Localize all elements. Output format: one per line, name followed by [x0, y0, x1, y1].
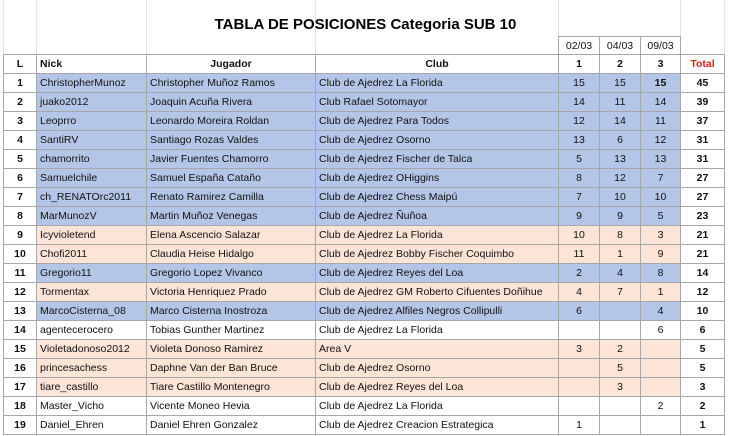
blank-cell [4, 37, 37, 55]
cell-position[interactable]: 17 [4, 378, 37, 397]
dates-row [4, 37, 725, 55]
cell-position[interactable]: 6 [4, 169, 37, 188]
header-jugador[interactable]: Jugador [147, 55, 316, 74]
cell-round-3[interactable]: 4 [641, 302, 681, 321]
table-row [4, 188, 725, 207]
table-row [4, 264, 725, 283]
standings-table [3, 36, 725, 435]
cell-position[interactable]: 3 [4, 112, 37, 131]
cell-round-2[interactable]: 5 [600, 359, 641, 378]
cell-position[interactable]: 1 [4, 74, 37, 93]
cell-round-1[interactable]: 15 [559, 74, 600, 93]
cell-round-1[interactable]: 14 [559, 93, 600, 112]
cell-round-1[interactable]: 7 [559, 188, 600, 207]
cell-club[interactable]: Club de Ajedrez Alfiles Negros Collipulli [316, 302, 559, 321]
cell-round-2[interactable]: 15 [600, 74, 641, 93]
cell-jugador[interactable]: Violeta Donoso Ramirez [147, 340, 316, 359]
cell-total[interactable]: 21 [681, 245, 725, 264]
cell-position[interactable]: 13 [4, 302, 37, 321]
cell-club[interactable]: Club de Ajedrez Bobby Fischer Coquimbo [316, 245, 559, 264]
cell-nick[interactable]: Tormentax [37, 283, 147, 302]
cell-round-3[interactable]: 11 [641, 112, 681, 131]
cell-round-1[interactable]: 6 [559, 302, 600, 321]
date-round-3[interactable]: 09/03 [641, 37, 681, 55]
cell-jugador[interactable]: Renato Ramirez Camilla [147, 188, 316, 207]
table-row [4, 245, 725, 264]
cell-round-2[interactable]: 10 [600, 188, 641, 207]
cell-nick[interactable]: ch_RENATOrc2011 [37, 188, 147, 207]
cell-round-3[interactable]: 15 [641, 74, 681, 93]
cell-position[interactable]: 2 [4, 93, 37, 112]
cell-round-1[interactable]: 8 [559, 169, 600, 188]
cell-round-1[interactable]: 4 [559, 283, 600, 302]
cell-position[interactable]: 4 [4, 131, 37, 150]
header-round-1[interactable]: 1 [559, 55, 600, 74]
cell-round-2[interactable]: 2 [600, 340, 641, 359]
cell-round-1[interactable]: 10 [559, 226, 600, 245]
cell-nick[interactable]: agentecerocero [37, 321, 147, 340]
table-row [4, 74, 725, 93]
cell-club[interactable]: Club de Ajedrez Fischer de Talca [316, 150, 559, 169]
cell-position[interactable]: 12 [4, 283, 37, 302]
table-row [4, 340, 725, 359]
cell-round-3[interactable]: 10 [641, 188, 681, 207]
cell-total[interactable]: 12 [681, 283, 725, 302]
cell-round-3[interactable] [641, 340, 681, 359]
cell-nick[interactable]: Daniel_Ehren [37, 416, 147, 435]
cell-jugador[interactable]: Santiago Rozas Valdes [147, 131, 316, 150]
cell-club[interactable]: Club de Ajedrez Ñuñoa [316, 207, 559, 226]
cell-round-2[interactable]: 14 [600, 112, 641, 131]
cell-jugador[interactable]: Martin Muñoz Venegas [147, 207, 316, 226]
cell-round-2[interactable]: 1 [600, 245, 641, 264]
cell-round-3[interactable] [641, 378, 681, 397]
cell-total[interactable]: 6 [681, 321, 725, 340]
cell-nick[interactable]: princesachess [37, 359, 147, 378]
cell-round-1[interactable]: 11 [559, 245, 600, 264]
cell-round-1[interactable] [559, 378, 600, 397]
cell-round-1[interactable] [559, 397, 600, 416]
cell-round-2[interactable]: 7 [600, 283, 641, 302]
cell-round-1[interactable]: 1 [559, 416, 600, 435]
cell-round-3[interactable]: 6 [641, 321, 681, 340]
cell-total[interactable]: 27 [681, 169, 725, 188]
cell-club[interactable]: Club de Ajedrez GM Roberto Cifuentes Doñihue [316, 283, 559, 302]
cell-nick[interactable]: Master_Vicho [37, 397, 147, 416]
cell-round-3[interactable]: 1 [641, 283, 681, 302]
cell-round-2[interactable] [600, 321, 641, 340]
table-row [4, 321, 725, 340]
cell-round-3[interactable]: 9 [641, 245, 681, 264]
table-row [4, 93, 725, 112]
table-title: TABLA DE POSICIONES Categoria SUB 10 [214, 16, 517, 33]
cell-nick[interactable]: Samuelchile [37, 169, 147, 188]
cell-round-2[interactable]: 9 [600, 207, 641, 226]
cell-club[interactable]: Club de Ajedrez OHiggins [316, 169, 559, 188]
cell-total[interactable]: 23 [681, 207, 725, 226]
cell-jugador[interactable]: Leonardo Moreira Roldan [147, 112, 316, 131]
cell-round-3[interactable]: 5 [641, 207, 681, 226]
cell-nick[interactable]: MarcoCisterna_08 [37, 302, 147, 321]
cell-total[interactable]: 31 [681, 150, 725, 169]
cell-position[interactable]: 19 [4, 416, 37, 435]
cell-total[interactable]: 2 [681, 397, 725, 416]
header-club[interactable]: Club [316, 55, 559, 74]
cell-round-3[interactable]: 3 [641, 226, 681, 245]
cell-position[interactable]: 11 [4, 264, 37, 283]
cell-jugador[interactable]: Daphne Van der Ban Bruce [147, 359, 316, 378]
table-row [4, 302, 725, 321]
cell-round-1[interactable]: 13 [559, 131, 600, 150]
cell-round-2[interactable] [600, 416, 641, 435]
cell-round-1[interactable] [559, 321, 600, 340]
cell-club[interactable]: Club Rafael Sotomayor [316, 93, 559, 112]
header-row [4, 55, 725, 74]
cell-round-1[interactable] [559, 359, 600, 378]
cell-jugador[interactable]: Tiare Castillo Montenegro [147, 378, 316, 397]
cell-total[interactable]: 5 [681, 359, 725, 378]
cell-round-2[interactable]: 3 [600, 378, 641, 397]
cell-round-2[interactable]: 12 [600, 169, 641, 188]
cell-nick[interactable]: Chofi2011 [37, 245, 147, 264]
cell-round-2[interactable]: 6 [600, 131, 641, 150]
header-round-3[interactable]: 3 [641, 55, 681, 74]
table-row [4, 359, 725, 378]
cell-jugador[interactable]: Vicente Moneo Hevia [147, 397, 316, 416]
cell-nick[interactable]: ChristopherMunoz [37, 74, 147, 93]
cell-total[interactable]: 31 [681, 131, 725, 150]
cell-nick[interactable]: Icyvioletend [37, 226, 147, 245]
cell-nick[interactable]: MarMunozV [37, 207, 147, 226]
cell-round-1[interactable]: 9 [559, 207, 600, 226]
cell-jugador[interactable]: Tobias Gunther Martinez [147, 321, 316, 340]
table-row [4, 378, 725, 397]
cell-nick[interactable]: tiare_castillo [37, 378, 147, 397]
cell-total[interactable]: 1 [681, 416, 725, 435]
cell-jugador[interactable]: Daniel Ehren Gonzalez [147, 416, 316, 435]
cell-position[interactable]: 8 [4, 207, 37, 226]
cell-club[interactable]: Club de Ajedrez Creacion Estrategica [316, 416, 559, 435]
cell-total[interactable]: 21 [681, 226, 725, 245]
cell-round-2[interactable]: 8 [600, 226, 641, 245]
cell-club[interactable]: Club de Ajedrez Para Todos [316, 112, 559, 131]
cell-club[interactable]: Club de Ajedrez Osorno [316, 359, 559, 378]
table-row [4, 283, 725, 302]
table-row [4, 397, 725, 416]
blank-cell [681, 37, 725, 55]
cell-round-1[interactable]: 2 [559, 264, 600, 283]
cell-nick[interactable]: Leoprro [37, 112, 147, 131]
cell-round-3[interactable]: 13 [641, 150, 681, 169]
table-row [4, 207, 725, 226]
header-total[interactable]: Total [681, 55, 725, 74]
cell-position[interactable]: 16 [4, 359, 37, 378]
cell-nick[interactable]: juako2012 [37, 93, 147, 112]
table-row [4, 226, 725, 245]
blank-cell [37, 37, 147, 55]
cell-round-2[interactable] [600, 397, 641, 416]
cell-round-3[interactable] [641, 416, 681, 435]
cell-total[interactable]: 37 [681, 112, 725, 131]
header-round-2[interactable]: 2 [600, 55, 641, 74]
cell-round-3[interactable]: 2 [641, 397, 681, 416]
cell-nick[interactable]: chamorrito [37, 150, 147, 169]
cell-position[interactable]: 7 [4, 188, 37, 207]
cell-club[interactable]: Club de Ajedrez Osorno [316, 131, 559, 150]
table-row [4, 112, 725, 131]
cell-position[interactable]: 10 [4, 245, 37, 264]
cell-jugador[interactable]: Gregorio Lopez Vivanco [147, 264, 316, 283]
cell-position[interactable]: 18 [4, 397, 37, 416]
cell-position[interactable]: 14 [4, 321, 37, 340]
cell-club[interactable]: Club de Ajedrez Reyes del Loa [316, 378, 559, 397]
cell-nick[interactable]: Violetadonoso2012 [37, 340, 147, 359]
cell-jugador[interactable]: Elena Ascencio Salazar [147, 226, 316, 245]
cell-total[interactable]: 5 [681, 340, 725, 359]
cell-nick[interactable]: Gregorio11 [37, 264, 147, 283]
cell-total[interactable]: 3 [681, 378, 725, 397]
cell-round-3[interactable] [641, 359, 681, 378]
blank-cell [147, 37, 316, 55]
cell-total[interactable]: 45 [681, 74, 725, 93]
cell-club[interactable]: Club de Ajedrez Chess Maipú [316, 188, 559, 207]
cell-round-3[interactable]: 12 [641, 131, 681, 150]
cell-round-2[interactable] [600, 302, 641, 321]
cell-total[interactable]: 27 [681, 188, 725, 207]
cell-round-2[interactable]: 4 [600, 264, 641, 283]
cell-nick[interactable]: SantiRV [37, 131, 147, 150]
date-round-1[interactable]: 02/03 [559, 37, 600, 55]
cell-jugador[interactable]: Marco Cisterna Inostroza [147, 302, 316, 321]
cell-round-2[interactable]: 11 [600, 93, 641, 112]
cell-jugador[interactable]: Christopher Muñoz Ramos [147, 74, 316, 93]
cell-jugador[interactable]: Samuel España Cataño [147, 169, 316, 188]
cell-jugador[interactable]: Joaquin Acuña Rivera [147, 93, 316, 112]
cell-total[interactable]: 14 [681, 264, 725, 283]
header-pos[interactable]: L [4, 55, 37, 74]
cell-round-3[interactable]: 8 [641, 264, 681, 283]
cell-total[interactable]: 10 [681, 302, 725, 321]
cell-round-2[interactable]: 13 [600, 150, 641, 169]
cell-round-3[interactable]: 7 [641, 169, 681, 188]
cell-jugador[interactable]: Claudia Heise Hidalgo [147, 245, 316, 264]
blank-cell [316, 37, 559, 55]
cell-club[interactable]: Club de Ajedrez Reyes del Loa [316, 264, 559, 283]
header-nick[interactable]: Nick [37, 55, 147, 74]
cell-jugador[interactable]: Javier Fuentes Chamorro [147, 150, 316, 169]
cell-club[interactable]: Club de Ajedrez La Florida [316, 74, 559, 93]
cell-round-1[interactable]: 3 [559, 340, 600, 359]
cell-round-1[interactable]: 12 [559, 112, 600, 131]
date-round-2[interactable]: 04/03 [600, 37, 641, 55]
table-row [4, 131, 725, 150]
cell-round-1[interactable]: 5 [559, 150, 600, 169]
cell-club[interactable]: Club de Ajedrez La Florida [316, 321, 559, 340]
cell-position[interactable]: 9 [4, 226, 37, 245]
cell-position[interactable]: 15 [4, 340, 37, 359]
cell-round-3[interactable]: 14 [641, 93, 681, 112]
cell-total[interactable]: 39 [681, 93, 725, 112]
cell-position[interactable]: 5 [4, 150, 37, 169]
cell-club[interactable]: Club de Ajedrez La Florida [316, 397, 559, 416]
cell-club[interactable]: Area V [316, 340, 559, 359]
cell-club[interactable]: Club de Ajedrez La Florida [316, 226, 559, 245]
table-row [4, 416, 725, 435]
table-row [4, 150, 725, 169]
cell-jugador[interactable]: Victoria Henriquez Prado [147, 283, 316, 302]
table-row [4, 169, 725, 188]
